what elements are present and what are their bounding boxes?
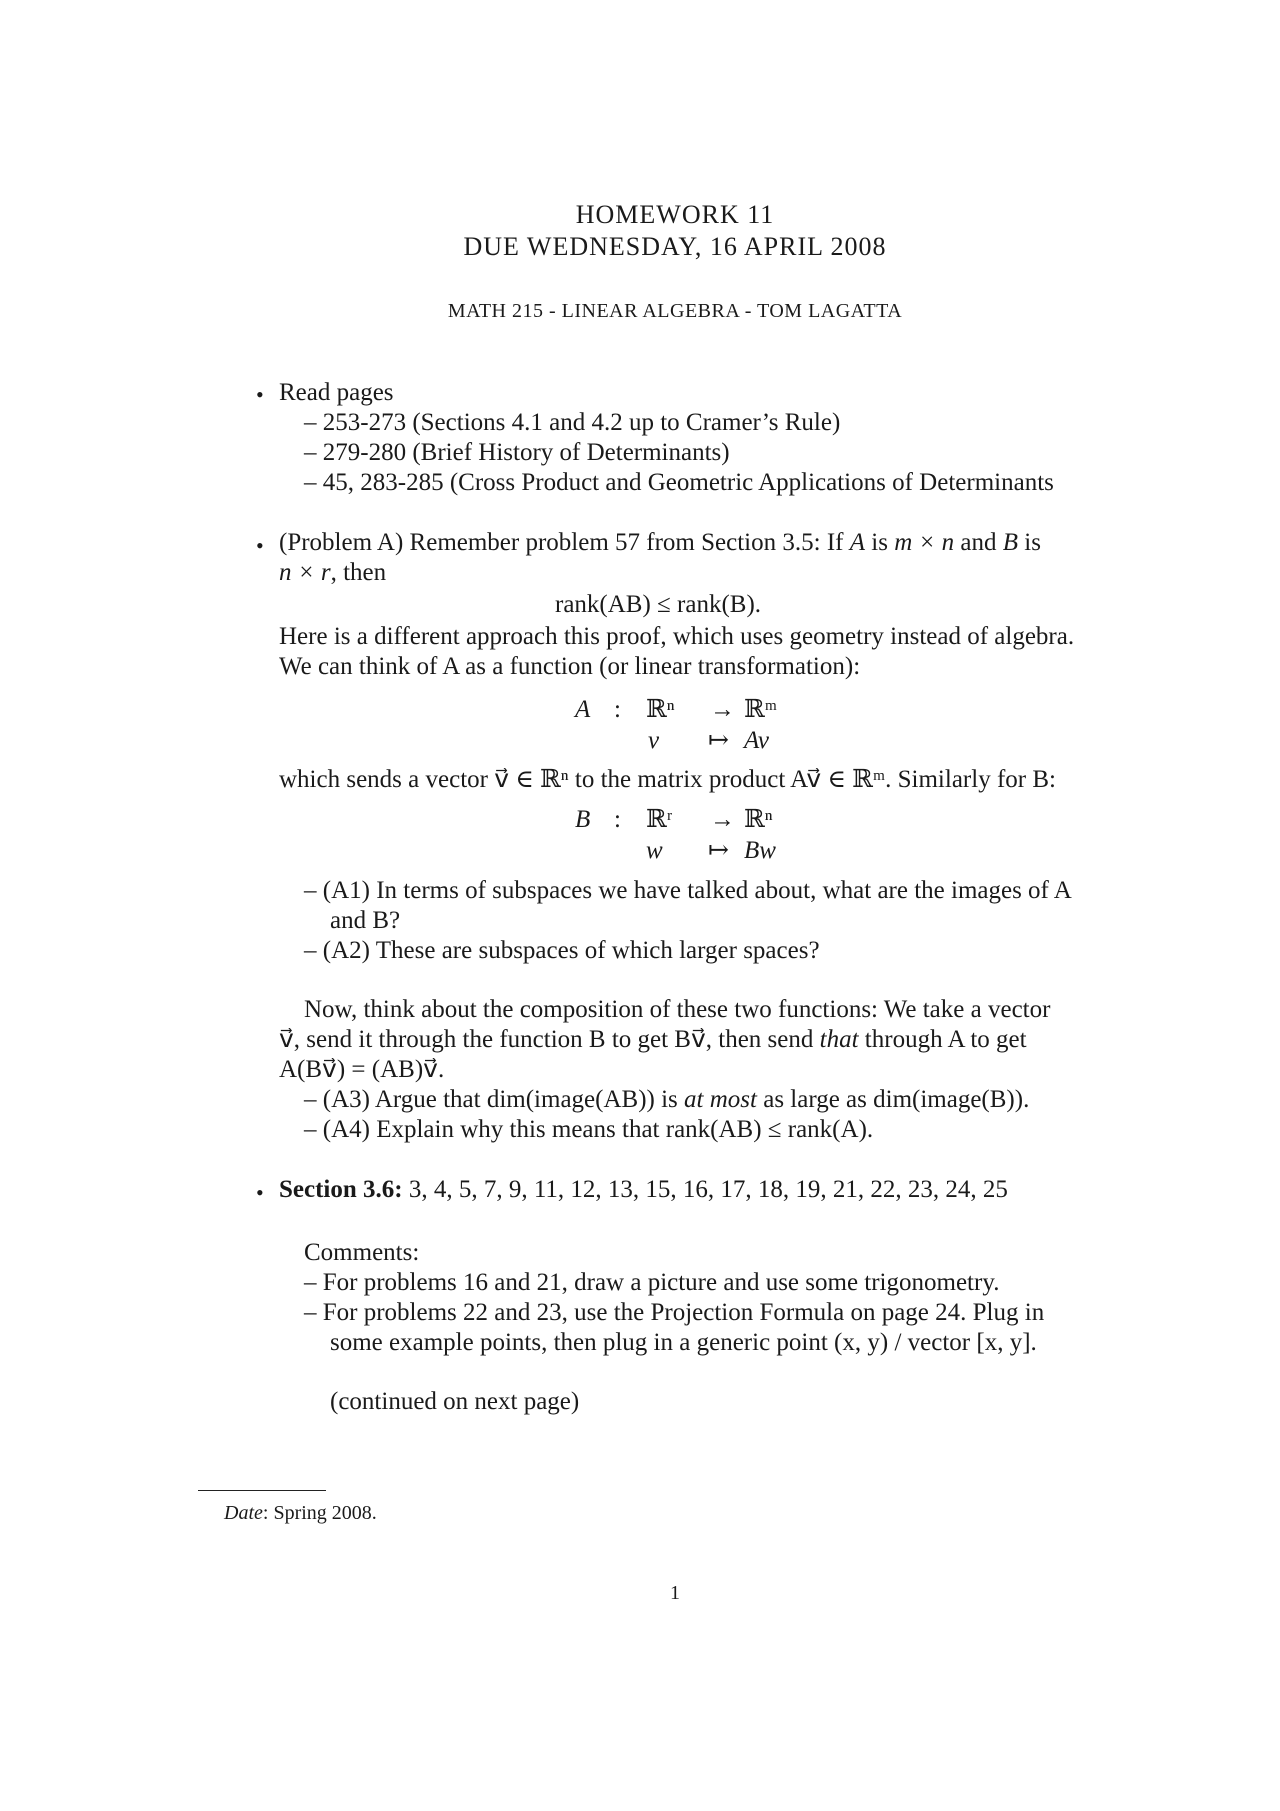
map-b-domain: ℝʳ: [646, 806, 673, 833]
map-b-mapsto: ↦: [708, 837, 729, 864]
map-b-arrow: →: [710, 806, 735, 833]
subquestion-a4: – (A4) Explain why this means that rank(AB) ≤ rank(A).: [304, 1116, 874, 1143]
map-b-output: Bw⃗: [744, 837, 796, 864]
reading-item-3: – 45, 283-285 (Cross Product and Geometric Applications of Determinants: [304, 469, 1054, 496]
bullet-icon: •: [256, 382, 264, 407]
composition-line3: A(Bv⃗) = (AB)v⃗.: [279, 1056, 445, 1083]
problem-a-text-line2: We can think of A as a function (or linear transformation):: [279, 653, 861, 680]
rank-inequality: rank(AB) ≤ rank(B).: [555, 591, 762, 618]
read-pages-heading: Read pages: [279, 379, 394, 406]
composition-line1: Now, think about the composition of these two functions: We take a vector: [304, 996, 1051, 1023]
map-b-colon: :: [614, 806, 621, 833]
section-problems-line: Section 3.6: 3, 4, 5, 7, 9, 11, 12, 13, 15, 16, 17, 18, 19, 21, 22, 23, 24, 25: [279, 1176, 1008, 1203]
comment-1: – For problems 16 and 21, draw a picture and use some trigonometry.: [304, 1269, 1000, 1296]
map-a-domain: ℝⁿ: [646, 696, 675, 723]
continued-note: (continued on next page): [330, 1388, 580, 1415]
reading-item-2: – 279-280 (Brief History of Determinants): [304, 439, 730, 466]
subquestion-a3: – (A3) Argue that dim(image(AB)) is at most as large as dim(image(B)).: [304, 1086, 1030, 1113]
map-a-codomain: ℝᵐ: [744, 696, 777, 723]
page-number: 1: [670, 1582, 680, 1604]
header-title-line1: HOMEWORK 11: [575, 200, 775, 229]
subquestion-a1-line1: – (A1) In terms of subspaces we have talked about, what are the images of A: [304, 877, 1072, 904]
map-a-input: v⃗: [648, 727, 679, 754]
map-a-colon: :: [614, 696, 621, 723]
problem-a-intro-line2: n × r, then: [279, 559, 387, 586]
comment-2-line2: some example points, then plug in a generic point (x, y) / vector [x, y].: [330, 1329, 1037, 1356]
problem-a-text-line1: Here is a different approach this proof, which uses geometry instead of algebra.: [279, 623, 1075, 650]
map-a-name: A: [575, 696, 591, 723]
subquestion-a2: – (A2) These are subspaces of which larger spaces?: [304, 937, 820, 964]
map-b-input: w⃗: [646, 837, 683, 864]
map-a-mapsto: ↦: [708, 727, 729, 754]
subquestion-a1-line2: and B?: [330, 907, 401, 934]
problem-a-text-line3: which sends a vector v⃗ ∈ ℝⁿ to the matrix product Av⃗ ∈ ℝᵐ. Similarly for B:: [279, 766, 1056, 793]
reading-item-1: – 253-273 (Sections 4.1 and 4.2 up to Cramer’s Rule): [304, 409, 841, 436]
header-title-line2: DUE WEDNESDAY, 16 APRIL 2008: [463, 232, 887, 261]
footnote-date: Date: Spring 2008.: [224, 1502, 377, 1524]
bullet-icon: •: [256, 1180, 264, 1205]
problem-a-intro-line1: (Problem A) Remember problem 57 from Section 3.5: If A is m × n and B is: [279, 529, 1041, 556]
map-a-output: Av⃗: [744, 727, 789, 754]
composition-line2: v⃗, send it through the function B to get Bv⃗, then send that through A to get: [279, 1026, 1027, 1053]
map-b-codomain: ℝⁿ: [744, 806, 773, 833]
comments-heading: Comments:: [304, 1239, 420, 1266]
bullet-icon: •: [256, 533, 264, 558]
map-b-name: B: [575, 806, 591, 833]
map-a-arrow: →: [710, 696, 735, 723]
course-line: MATH 215 - LINEAR ALGEBRA - TOM LAGATTA: [447, 300, 903, 322]
footnote-rule: [198, 1490, 326, 1491]
comment-2-line1: – For problems 22 and 23, use the Projection Formula on page 24. Plug in: [304, 1299, 1045, 1326]
